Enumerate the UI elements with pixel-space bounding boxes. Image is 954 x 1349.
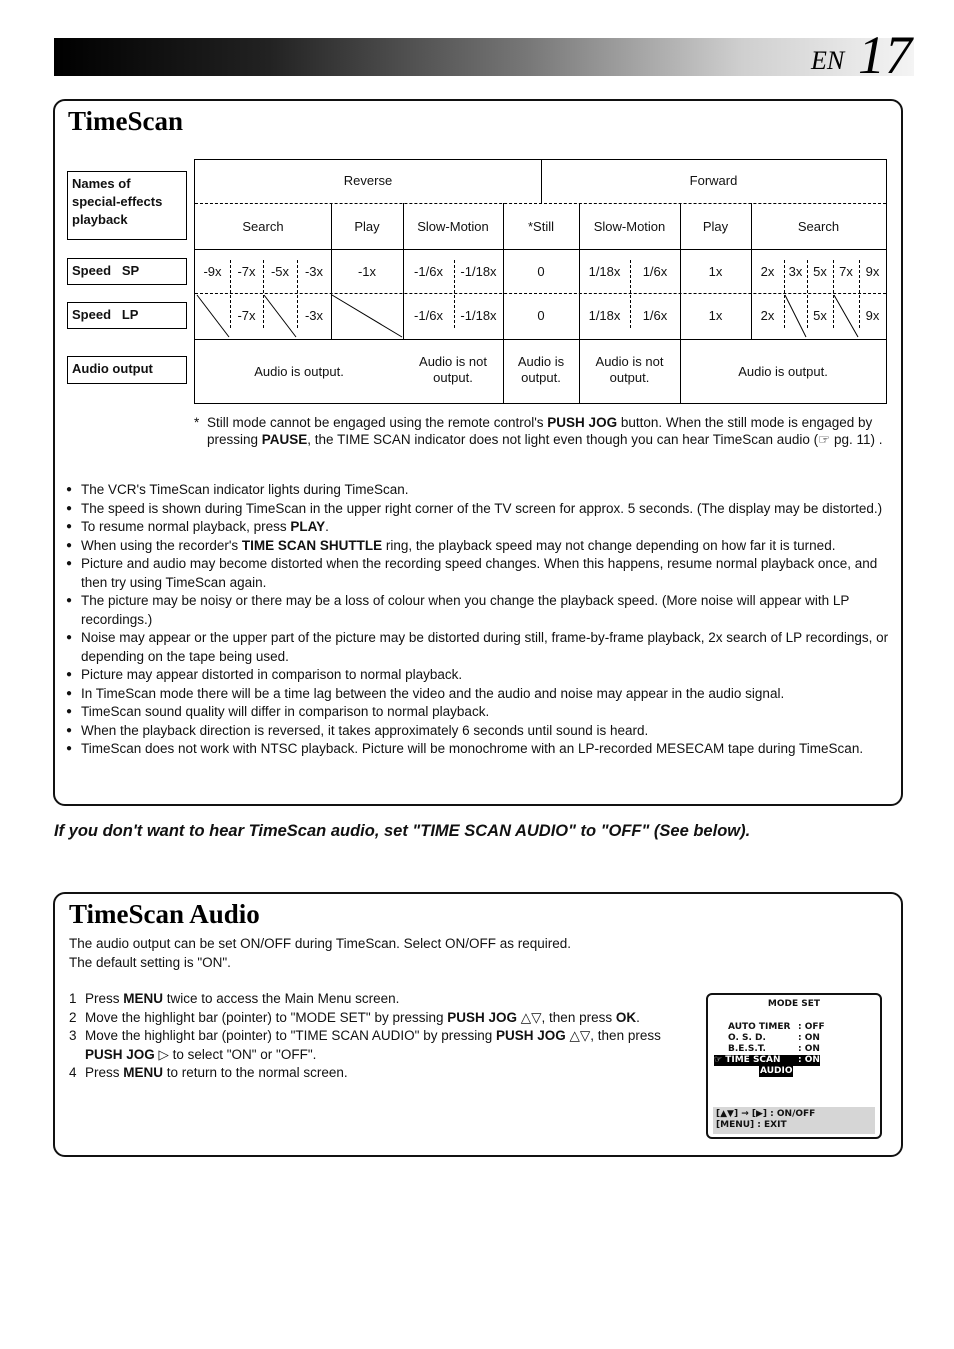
step-text: Move the highlight bar (pointer) to "MODE SET" by pressing <box>85 1009 448 1025</box>
screen-help: [MENU] : EXIT <box>716 1120 787 1130</box>
step-text: Press <box>85 1065 124 1080</box>
lp-value: -7x <box>237 308 256 323</box>
list-item: ● The VCR's TimeScan indicator lights during TimeScan. <box>66 481 891 500</box>
audio-off-tip: If you don't want to hear TimeScan audio, set "TIME SCAN AUDIO" to "OFF" (See below). <box>54 822 751 840</box>
mode-set-screen <box>706 993 882 1139</box>
diagonal-line <box>834 295 858 337</box>
sp-value: -1/18x <box>460 264 497 279</box>
mode-fwd-slow: Slow-Motion <box>593 219 666 234</box>
sp-value: 2x <box>760 264 775 279</box>
timescan-audio-intro <box>69 934 571 972</box>
list-item: ● TimeScan does not work with NTSC playback. Picture will be monochrome with an LP-recorded MESECAM tape during TimeScan. <box>66 740 891 759</box>
sp-value: 9x <box>865 264 880 279</box>
step-text: △▽, then press <box>565 1028 661 1043</box>
list-item: ● Picture and audio may become distorted when the recording speed changes. When this happens, resume normal playback once, and then try using TimeScan again. <box>66 555 891 592</box>
screen-value: : ON <box>798 1033 820 1043</box>
step-key: PUSH JOG <box>85 1046 155 1062</box>
step-number: 2 <box>69 1009 77 1025</box>
step-key: PUSH JOG <box>447 1009 518 1025</box>
audio-forward: Audio is output. <box>738 364 828 379</box>
step-text: △▽, then press <box>517 1009 616 1025</box>
screen-label: TIME SCAN <box>725 1055 781 1065</box>
footnote-text: Still mode cannot be engaged using the remote control's <box>207 415 548 430</box>
diagonal-line <box>785 295 806 337</box>
sp-value: -1x <box>357 264 377 279</box>
step-key: PUSH JOG <box>496 1028 566 1043</box>
footnote-key: PUSH JOG <box>547 415 618 430</box>
step-number: 1 <box>69 991 77 1006</box>
row-divider <box>195 339 886 340</box>
step-key: MENU <box>123 1065 164 1080</box>
footnote-text: pg. 11) . <box>830 431 883 447</box>
screen-title: MODE SET <box>767 999 821 1009</box>
sp-value: 1x <box>708 264 723 279</box>
page-number: 17 <box>858 25 912 85</box>
pointer-icon: ☞ <box>714 1055 723 1065</box>
header-gradient-bar <box>54 38 914 76</box>
language-label: EN <box>811 46 845 75</box>
mode-rev-play: Play <box>354 219 380 234</box>
lp-value: 9x <box>865 308 880 323</box>
sp-value: 5x <box>813 264 827 279</box>
lp-value: -1/18x <box>460 308 497 323</box>
sp-value: -1/6x <box>414 264 443 279</box>
step-item <box>69 990 684 1009</box>
list-text: To resume normal playback, press <box>81 519 291 534</box>
footnote-text: button. When the still mode is engaged by pressing <box>207 415 873 447</box>
audio-reverse: Audio is output. <box>254 364 344 379</box>
screen-label: B.E.S.T. <box>728 1044 766 1054</box>
sp-value: 1/18x <box>588 264 621 279</box>
lp-value: 1x <box>708 308 723 323</box>
lp-value: 1/18x <box>588 308 621 323</box>
list-item: ● When the playback direction is reversed, it takes approximately 6 seconds until sound is heard. <box>66 722 891 741</box>
dashed-row-divider <box>195 203 886 204</box>
mode-rev-slow: Slow-Motion <box>417 219 489 234</box>
steps-list <box>69 990 684 1083</box>
row-divider <box>195 249 886 250</box>
diagonal-line <box>197 295 229 337</box>
list-text: . <box>325 519 329 534</box>
mode-fwd-search: Search <box>797 219 840 234</box>
sp-value: 0 <box>537 264 545 279</box>
intro-line: The default setting is "ON". <box>69 955 231 970</box>
lp-value: 1/6x <box>642 308 668 323</box>
lp-value: 0 <box>537 308 545 323</box>
footnote-key: PAUSE <box>261 431 308 447</box>
list-item: ● The speed is shown during TimeScan in the upper right corner of the TV screen for approx. 5 seconds. (The display may be distorted.) <box>66 500 891 519</box>
step-text: ▷ to select "ON" or "OFF". <box>154 1046 317 1062</box>
sp-value: -5x <box>270 264 290 279</box>
step-item <box>69 1064 684 1083</box>
list-item: ● TimeScan sound quality will differ in comparison to normal playback. <box>66 703 891 722</box>
screen-value: : OFF <box>798 1022 825 1032</box>
sp-value: 1/6x <box>642 264 668 279</box>
row-label-audio: Audio output <box>67 356 187 384</box>
mode-fwd-play: Play <box>702 219 729 234</box>
lp-value: -1/6x <box>414 308 443 323</box>
list-item <box>66 537 891 556</box>
list-item: ● In TimeScan mode there will be a time lag between the video and the audio and noise may appear in the audio signal. <box>66 685 891 704</box>
screen-value: : ON <box>798 1044 820 1054</box>
screen-value: : ON <box>798 1055 820 1065</box>
lp-value: 5x <box>813 308 827 323</box>
audio-fwd-slow: Audio is not output. <box>595 354 664 385</box>
row-label-speed-sp: Speed SP <box>67 258 187 285</box>
diagonal-line <box>332 295 402 337</box>
step-text: Press <box>85 991 124 1006</box>
screen-label: O. S. D. <box>728 1033 766 1043</box>
timescan-audio-title: TimeScan Audio <box>69 899 260 929</box>
footnote-star: * <box>194 415 200 430</box>
step-key: OK <box>615 1009 637 1025</box>
mode-still: *Still <box>527 219 554 234</box>
step-item <box>69 1027 684 1064</box>
screen-footer <box>713 1107 875 1134</box>
timescan-table <box>194 159 887 404</box>
footnote-text: , the TIME SCAN indicator does not light even though you can hear TimeScan audio ( <box>307 431 819 447</box>
list-item: ● The picture may be noisy or there may be a loss of colour when you change the playback speed. (More noise will appear with LP recordings.) <box>66 592 891 629</box>
list-item <box>66 518 891 537</box>
step-item <box>69 1009 684 1028</box>
sp-value: -9x <box>203 264 222 279</box>
row-label-names: Names of special-effects playback <box>67 171 187 240</box>
header-forward: Forward <box>689 173 738 188</box>
list-text: ring, the playback speed may not change depending on how far it is turned. <box>382 537 836 553</box>
list-key: TIME SCAN SHUTTLE <box>241 537 383 553</box>
step-text: twice to access the Main Menu screen. <box>163 991 400 1006</box>
screen-help: [▲▼] → [▶] : ON/OFF <box>716 1109 816 1119</box>
step-number: 3 <box>69 1028 77 1043</box>
step-key: MENU <box>123 991 164 1006</box>
list-text: When using the recorder's <box>81 537 242 553</box>
step-number: 4 <box>69 1065 77 1080</box>
screen-label: AUDIO <box>760 1066 793 1076</box>
intro-line: The audio output can be set ON/OFF during TimeScan. Select ON/OFF as required. <box>69 936 571 951</box>
diagonal-line <box>264 295 296 337</box>
timescan-title: TimeScan <box>68 106 184 136</box>
page-reference-icon: ☞ <box>818 431 831 447</box>
sp-value: -7x <box>237 264 256 279</box>
timescan-notes-list <box>66 481 891 759</box>
lp-value: -3x <box>304 308 324 323</box>
sp-value: 7x <box>839 264 853 279</box>
still-footnote <box>194 415 894 448</box>
step-text: Move the highlight bar (pointer) to "TIME SCAN AUDIO" by pressing <box>85 1028 496 1043</box>
lp-value: 2x <box>760 308 775 323</box>
mode-rev-search: Search <box>242 219 284 234</box>
audio-still: Audio is output. <box>517 354 565 385</box>
list-key: PLAY <box>290 519 326 534</box>
audio-rev-slow: Audio is not output. <box>419 354 487 385</box>
step-text: . <box>636 1009 640 1025</box>
header-reverse: Reverse <box>343 173 393 188</box>
row-label-speed-lp: Speed LP <box>67 302 187 329</box>
screen-label: AUTO TIMER <box>728 1022 791 1032</box>
sp-value: 3x <box>788 264 803 279</box>
list-item: ● Noise may appear or the upper part of the picture may be distorted during still, frame-by-frame playback, 2x search of LP recordings, or depending on the tape being used. <box>66 629 891 666</box>
list-item: ● Picture may appear distorted in comparison to normal playback. <box>66 666 891 685</box>
step-text: to return to the normal screen. <box>163 1065 348 1080</box>
sp-value: -3x <box>304 264 324 279</box>
